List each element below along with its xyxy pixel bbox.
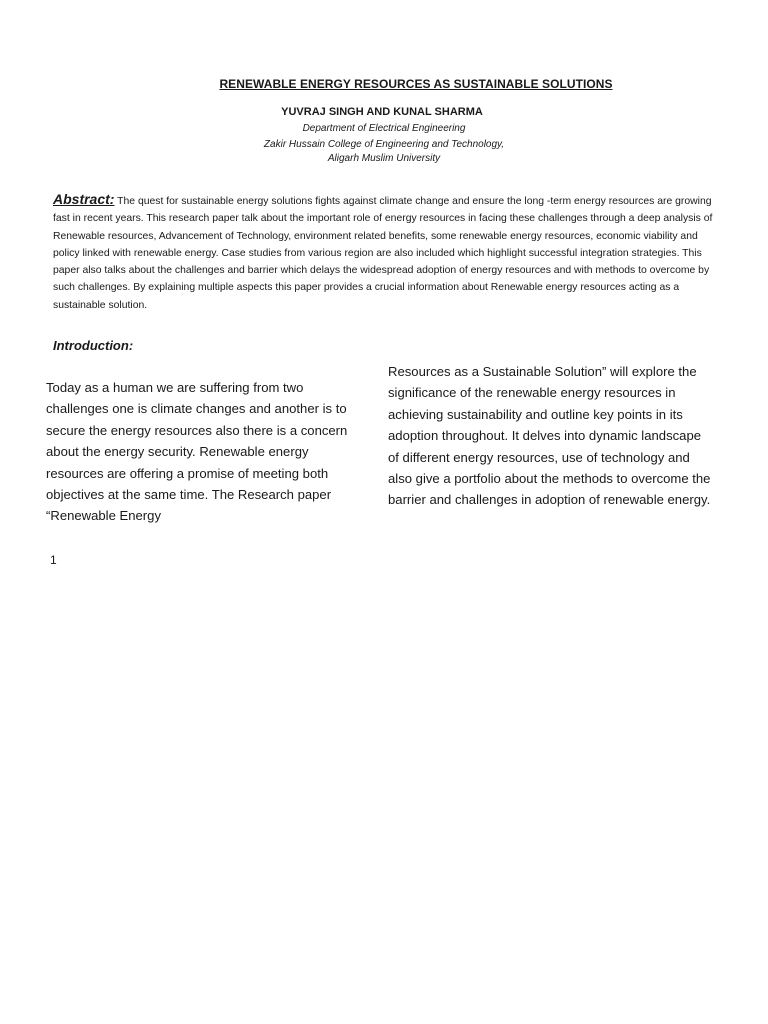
abstract-block — [53, 191, 713, 314]
paper-title: RENEWABLE ENERGY RESOURCES AS SUSTAINABLE SOLUTIONS — [219, 77, 613, 91]
introduction-left-column: Today as a human we are suffering from two challenges one is climate changes and another is to secure the energy resources also there is a concern about the energy security. Renewable energy resources are offering a promise of meeting both objectives at the same time. The Research paper “Renewable Energy — [46, 380, 348, 524]
paper-authors: YUVRAJ SINGH AND KUNAL SHARMA — [281, 106, 483, 118]
page-number: 1 — [50, 553, 57, 567]
abstract-text: The quest for sustainable energy solutions fights against climate change and ensure the long -term energy resources are growing fast in recent years. This research paper talk about the important role of energy resources in facing these challenges through a deep analysis of Renewable resources, Advancement of Technology, environment related benefits, some renewable energy resources, economic viability and policy linked with renewable energy. Case studies from various region are also included which highlight successful integration strategies. This paper also talks about the challenges and barrier which delays the widespread adoption of energy resources and with methods to overcome by such challenges. By explaining multiple aspects this paper provides a crucial information about Renewable energy resources acting as a sustainable solution. — [53, 196, 713, 311]
affiliation-college: Zakir Hussain College of Engineering and Technology, — [263, 139, 505, 150]
introduction-heading: Introduction: — [53, 338, 134, 353]
affiliation-university: Aligarh Muslim University — [327, 153, 441, 164]
introduction-right-column: Resources as a Sustainable Solution” will explore the significance of the renewable energy resources in achieving sustainability and outline key points in its adoption throughout. It delves into dynamic landscape of different energy resources, use of technology and also give a portfolio about the methods to overcome the barrier and challenges in adoption of renewable energy. — [388, 364, 711, 508]
abstract-heading: Abstract: — [53, 191, 115, 207]
affiliation-department: Department of Electrical Engineering — [302, 123, 466, 134]
